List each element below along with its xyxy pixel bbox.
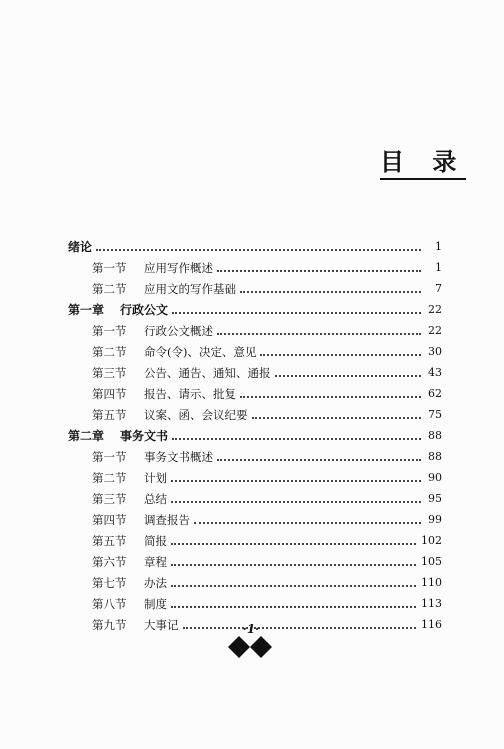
- toc-entry-title: 制度: [144, 597, 167, 611]
- toc-entry-label: [92, 345, 256, 359]
- toc-page-number: 30: [428, 345, 442, 358]
- toc-entry-title: 应用文的写作基础: [144, 282, 236, 296]
- page-title: 目 录: [380, 148, 466, 180]
- table-of-contents: [68, 233, 442, 632]
- toc-page-number: 95: [428, 492, 442, 505]
- toc-entry-label: [92, 471, 167, 485]
- dot-leader: [171, 564, 416, 566]
- toc-section-entry[interactable]: [68, 464, 442, 485]
- toc-page-number: 62: [428, 387, 442, 400]
- toc-entry-number: 第二节: [92, 282, 127, 296]
- toc-section-entry[interactable]: [68, 317, 442, 338]
- toc-section-entry[interactable]: [68, 443, 442, 464]
- toc-entry-title: 章程: [144, 555, 167, 569]
- toc-page-number: 7: [435, 282, 442, 295]
- toc-page-number: 102: [421, 534, 442, 547]
- dot-leader: [217, 459, 421, 461]
- toc-entry-number: 第二节: [92, 345, 127, 359]
- dot-leader: [183, 627, 417, 629]
- dot-leader: [260, 354, 421, 356]
- toc-entry-label: [92, 324, 213, 338]
- toc-page-number: 110: [421, 576, 442, 589]
- toc-page-number: 88: [428, 429, 442, 442]
- dot-leader: [171, 585, 416, 587]
- toc-entry-label: [92, 408, 248, 422]
- toc-page-number: 99: [428, 513, 442, 526]
- toc-entry-title: 计划: [144, 471, 167, 485]
- page-number: ·1·: [242, 622, 260, 636]
- toc-page-number: 75: [428, 408, 442, 421]
- toc-entry-number: 第六节: [92, 555, 127, 569]
- toc-entry-title: 公告、通告、通知、通报: [144, 366, 271, 380]
- toc-page-number: 43: [428, 366, 442, 379]
- dot-leader: [275, 375, 422, 377]
- toc-entry-label: [92, 534, 167, 548]
- dot-leader: [172, 312, 421, 314]
- toc-chapter-entry[interactable]: [68, 233, 442, 254]
- toc-chapter-entry[interactable]: [68, 296, 442, 317]
- toc-section-entry[interactable]: [68, 359, 442, 380]
- toc-entry-number: 第九节: [92, 618, 127, 632]
- toc-entry-title: 命令(令)、决定、意见: [144, 345, 257, 359]
- toc-entry-label: [92, 576, 167, 590]
- toc-entry-title: 大事记: [144, 618, 179, 632]
- toc-entry-label: [92, 261, 213, 275]
- toc-page-number: 116: [421, 618, 442, 631]
- toc-entry-title: 简报: [144, 534, 167, 548]
- toc-page-number: 105: [421, 555, 442, 568]
- toc-page-number: 1: [435, 261, 442, 274]
- toc-entry-number: 第四节: [92, 387, 127, 401]
- dot-leader: [240, 291, 421, 293]
- toc-section-entry[interactable]: [68, 401, 442, 422]
- toc-entry-title: 办法: [144, 576, 167, 590]
- toc-chapter-entry[interactable]: [68, 422, 442, 443]
- toc-entry-title: 报告、请示、批复: [144, 387, 236, 401]
- dot-leader: [171, 501, 421, 503]
- dot-leader: [240, 396, 421, 398]
- toc-entry-number: 第一节: [92, 324, 127, 338]
- toc-section-entry[interactable]: [68, 338, 442, 359]
- toc-entry-number: 第五节: [92, 408, 127, 422]
- toc-section-entry[interactable]: [68, 254, 442, 275]
- toc-entry-title: 事务文书: [120, 429, 169, 443]
- toc-entry-title: 调查报告: [144, 513, 190, 527]
- dot-leader: [171, 543, 416, 545]
- toc-entry-title: 应用写作概述: [144, 261, 213, 275]
- toc-section-entry[interactable]: [68, 569, 442, 590]
- toc-entry-label: [92, 450, 213, 464]
- toc-section-entry[interactable]: [68, 548, 442, 569]
- toc-entry-label: [92, 282, 236, 296]
- toc-entry-label: [92, 513, 190, 527]
- dot-leader: [171, 606, 416, 608]
- toc-page-number: 90: [428, 471, 442, 484]
- toc-entry-number: 第四节: [92, 513, 127, 527]
- dot-leader: [96, 249, 421, 251]
- toc-entry-number: 第一节: [92, 261, 127, 275]
- diamond-ornament-icon: [228, 635, 274, 659]
- toc-section-entry[interactable]: [68, 275, 442, 296]
- dot-leader: [194, 522, 421, 524]
- dot-leader: [171, 480, 421, 482]
- toc-entry-number: 第一章: [68, 303, 105, 317]
- toc-section-entry[interactable]: [68, 590, 442, 611]
- toc-entry-label: [92, 492, 167, 506]
- toc-section-entry[interactable]: [68, 485, 442, 506]
- dot-leader: [252, 417, 422, 419]
- toc-entry-title: 行政公文概述: [144, 324, 213, 338]
- toc-entry-number: 第八节: [92, 597, 127, 611]
- toc-entry-label: [92, 366, 271, 380]
- toc-page-number: 1: [435, 240, 442, 253]
- toc-page-number: 22: [428, 303, 442, 316]
- toc-entry-title: 总结: [144, 492, 167, 506]
- toc-entry-number: 第一节: [92, 450, 127, 464]
- toc-entry-label: [68, 429, 168, 443]
- toc-entry-title: 绪论: [68, 240, 93, 254]
- toc-entry-number: 第三节: [92, 492, 127, 506]
- toc-entry-number: 第三节: [92, 366, 127, 380]
- toc-section-entry[interactable]: [68, 527, 442, 548]
- toc-entry-number: 第二章: [68, 429, 105, 443]
- toc-entry-title: 议案、函、会议纪要: [144, 408, 248, 422]
- toc-entry-title: 行政公文: [120, 303, 169, 317]
- dot-leader: [217, 270, 421, 272]
- dot-leader: [172, 438, 421, 440]
- toc-page-number: 113: [421, 597, 442, 610]
- toc-entry-number: 第二节: [92, 471, 127, 485]
- toc-entry-number: 第七节: [92, 576, 127, 590]
- toc-entry-label: [68, 240, 92, 254]
- toc-entry-label: [92, 555, 167, 569]
- toc-entry-number: 第五节: [92, 534, 127, 548]
- toc-entry-label: [92, 387, 236, 401]
- toc-page-number: 88: [428, 450, 442, 463]
- dot-leader: [217, 333, 421, 335]
- page-footer: [226, 622, 276, 662]
- toc-entry-label: [92, 597, 167, 611]
- toc-section-entry[interactable]: [68, 506, 442, 527]
- toc-entry-label: [68, 303, 168, 317]
- toc-entry-label: [92, 618, 179, 632]
- toc-section-entry[interactable]: [68, 380, 442, 401]
- toc-page-number: 22: [428, 324, 442, 337]
- toc-entry-title: 事务文书概述: [144, 450, 213, 464]
